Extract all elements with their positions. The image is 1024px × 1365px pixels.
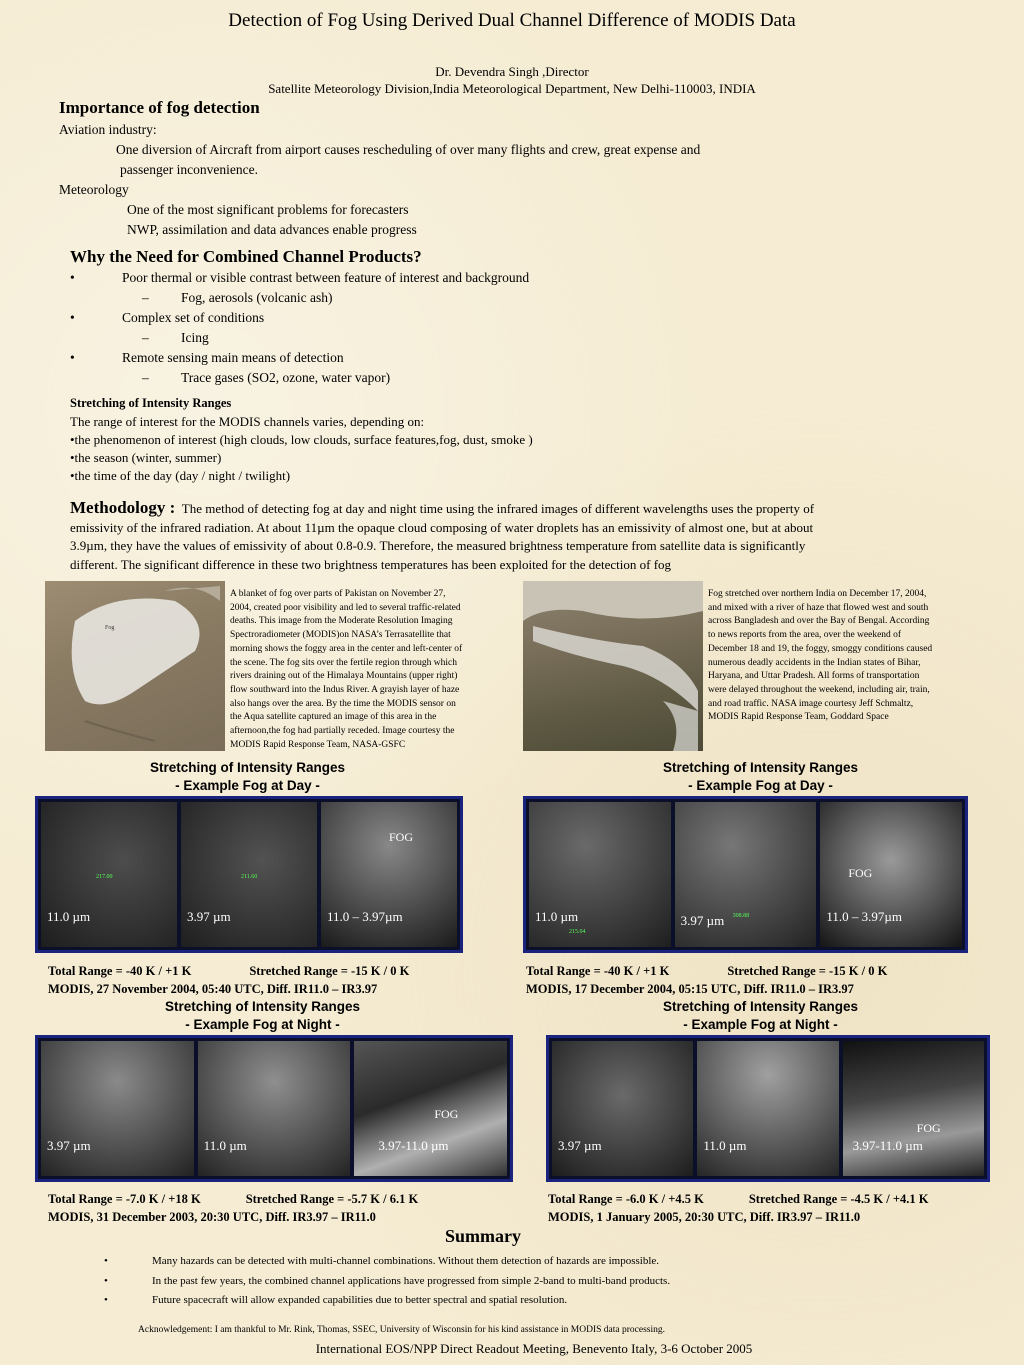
dash: – — [142, 290, 149, 305]
figure-3-caption: Total Range = -7.0 K / +18 K Stretched Range = -5.7 K / 6.1 K MODIS, 31 December 2003, 20:30 UTC, Diff. IR3.97 – IR11.0 — [48, 1192, 419, 1224]
photo1-caption: A blanket of fog over parts of Pakistan on November 27, 2004, created poor visibility and led to several traffic-related deaths. This image from the Moderate Resolution Imaging Spectroradiometer (MODIS)on NASA’s Terrasatellite that morning shows the foggy area in the center and left-center of the scene. The fog sits over the fertile region through which rivers draining out of the Himalaya Mountains (upper right) flow southward into the Indus River. A grayish layer of haze also hangs over the area. By the time the MODIS sensor on the Aqua satellite captured an image of this area in the afternoon,the fog had partially receded. Image courtesy the MODIS Rapid Response Team, NASA-GSFC — [230, 589, 463, 750]
why-item: • Poor thermal or visible contrast between feature of interest and background — [70, 268, 770, 288]
aviation-line-1: One diversion of Aircraft from airport causes rescheduling of over many flights and crew, great expense and — [116, 142, 701, 157]
satellite-image: 3.97 µm 308.88 — [675, 802, 817, 947]
meteorology-label: Meteorology — [59, 182, 129, 197]
satellite-image: FOG 11.0 – 3.97µm — [321, 802, 457, 947]
poster-title: Detection of Fog Using Derived Dual Channel Difference of MODIS Data — [228, 10, 796, 31]
summary-item: • Many hazards can be detected with multi-channel combinations. Without them detection of hazards are impossible. — [100, 1252, 920, 1272]
satellite-image: 11.0 µm — [697, 1041, 838, 1176]
dash: – — [142, 370, 149, 385]
summary-item: • In the past few years, the combined channel applications have progressed from simple 2-band to multi-band products. — [100, 1272, 920, 1292]
bullet: • — [104, 1274, 108, 1287]
bullet: • — [70, 310, 75, 325]
figure-1-panel — [35, 796, 463, 953]
fog-satellite-photo — [523, 581, 703, 751]
author-block — [0, 63, 1024, 97]
satellite-image: FOG 3.97-11.0 µm — [354, 1041, 507, 1176]
bullet: • — [104, 1294, 108, 1306]
satellite-image: 3.97 µm — [552, 1041, 693, 1176]
pakistan-fog-image — [45, 581, 225, 751]
figure-2-heading: Stretching of Intensity Ranges - Example Fog at Day - — [662, 760, 859, 793]
author-name: Dr. Devendra Singh ,Director — [435, 64, 589, 79]
stretching-body: The range of interest for the MODIS channels varies, depending on: •the phenomenon of interest (high clouds, low clouds, surface features,fog, dust, smoke ) •the season (winter, summer) •the time of the day (day / night / twilight) — [70, 414, 533, 483]
importance-heading: Importance of fog detection — [59, 98, 260, 117]
methodology-heading: Methodology : — [70, 498, 176, 517]
methodology: Methodology : The method of detecting fog at day and night time using the infrared images of different wavelengths uses the property of emissivity of the infrared radiation. At about 11µm the opaque cloud composing of water droplets has an emissivity of almost one, but at about 3.9µm, they have the values of emissivity of about 0.8-0.9. Therefore, the measured brightness temperature from satellite data is significantly different. The significant difference in these two brightness temperatures has been exploited for the detection of fog — [70, 498, 815, 572]
aviation-label: Aviation industry: — [59, 122, 157, 137]
figure-1-caption: Total Range = -40 K / +1 K Stretched Range = -15 K / 0 K MODIS, 27 November 2004, 05:40 UTC, Diff. IR11.0 – IR3.97 — [48, 964, 410, 996]
author-affiliation: Satellite Meteorology Division,India Meteorological Department, New Delhi-110003, INDIA — [268, 81, 756, 96]
why-list — [70, 268, 770, 388]
figure-4-panel — [546, 1035, 990, 1182]
india-fog-image — [523, 581, 703, 751]
summary-heading: Summary — [445, 1226, 521, 1246]
why-subitem: – Fog, aerosols (volcanic ash) — [70, 288, 770, 308]
figure-4-caption: Total Range = -6.0 K / +4.5 K Stretched Range = -4.5 K / +4.1 K MODIS, 1 January 2005, 20:30 UTC, Diff. IR3.97 – IR11.0 — [548, 1192, 929, 1224]
bullet: • — [70, 350, 75, 365]
bullet: • — [70, 270, 75, 285]
fog-satellite-photo — [45, 581, 225, 751]
summary-list — [100, 1252, 920, 1311]
satellite-image: FOG 11.0 – 3.97µm — [820, 802, 962, 947]
figure-2-caption: Total Range = -40 K / +1 K Stretched Range = -15 K / 0 K MODIS, 17 December 2004, 05:15 UTC, Diff. IR11.0 – IR3.97 — [526, 964, 888, 996]
satellite-image: 11.0 µm 215.04 — [529, 802, 671, 947]
figure-1-heading: Stretching of Intensity Ranges - Example Fog at Day - — [149, 760, 346, 793]
figure-3-panel — [35, 1035, 513, 1182]
fog-label: Fog — [105, 625, 115, 631]
dash: – — [142, 330, 149, 345]
stretching-heading: Stretching of Intensity Ranges — [70, 396, 232, 410]
why-subitem: – Trace gases (SO2, ozone, water vapor) — [70, 368, 770, 388]
satellite-image: FOG 3.97-11.0 µm — [843, 1041, 984, 1176]
why-item: • Complex set of conditions — [70, 308, 770, 328]
photo2-caption: Fog stretched over northern India on December 17, 2004, and mixed with a river of haze that flowed west and south across Bangladesh and over the Bay of Bengal. According to news reports from the area, over the weekend of December 18 and 19, the foggy, smoggy conditions caused numerous deadly accidents in the Indian states of Bihar, Haryana, and Uttar Pradesh. All forms of transportation were delayed throughout the weekend, including air, train, and road traffic. NASA image courtesy Jeff Schmaltz, MODIS Rapid Response Team, Goddard Space — [708, 589, 933, 723]
meteorology-line-1: One of the most significant problems for forecasters — [127, 202, 409, 217]
why-item: • Remote sensing main means of detection — [70, 348, 770, 368]
summary-item: • Future spacecraft will allow expanded capabilities due to better spectral and spatial resolution. — [100, 1291, 920, 1311]
bullet: • — [104, 1255, 108, 1267]
why-heading: Why the Need for Combined Channel Products? — [70, 247, 422, 266]
figure-3-heading: Stretching of Intensity Ranges - Example Fog at Night - — [164, 999, 361, 1032]
satellite-image: 3.97 µm 211.60 — [181, 802, 317, 947]
satellite-image: 11.0 µm 217.00 — [41, 802, 177, 947]
footer: International EOS/NPP Direct Readout Meeting, Benevento Italy, 3-6 October 2005 — [315, 1341, 753, 1356]
meteorology-line-2: NWP, assimilation and data advances enable progress — [127, 222, 417, 237]
aviation-line-2: passenger inconvenience. — [120, 162, 258, 177]
figure-2-panel — [523, 796, 968, 953]
figure-4-heading: Stretching of Intensity Ranges - Example Fog at Night - — [662, 999, 859, 1032]
satellite-image: 11.0 µm — [198, 1041, 351, 1176]
why-subitem: – Icing — [70, 328, 770, 348]
satellite-image: 3.97 µm — [41, 1041, 194, 1176]
acknowledgement: Acknowledgement: I am thankful to Mr. Rink, Thomas, SSEC, University of Wisconsin for his kind assistance in MODIS data processing. — [138, 1325, 665, 1335]
